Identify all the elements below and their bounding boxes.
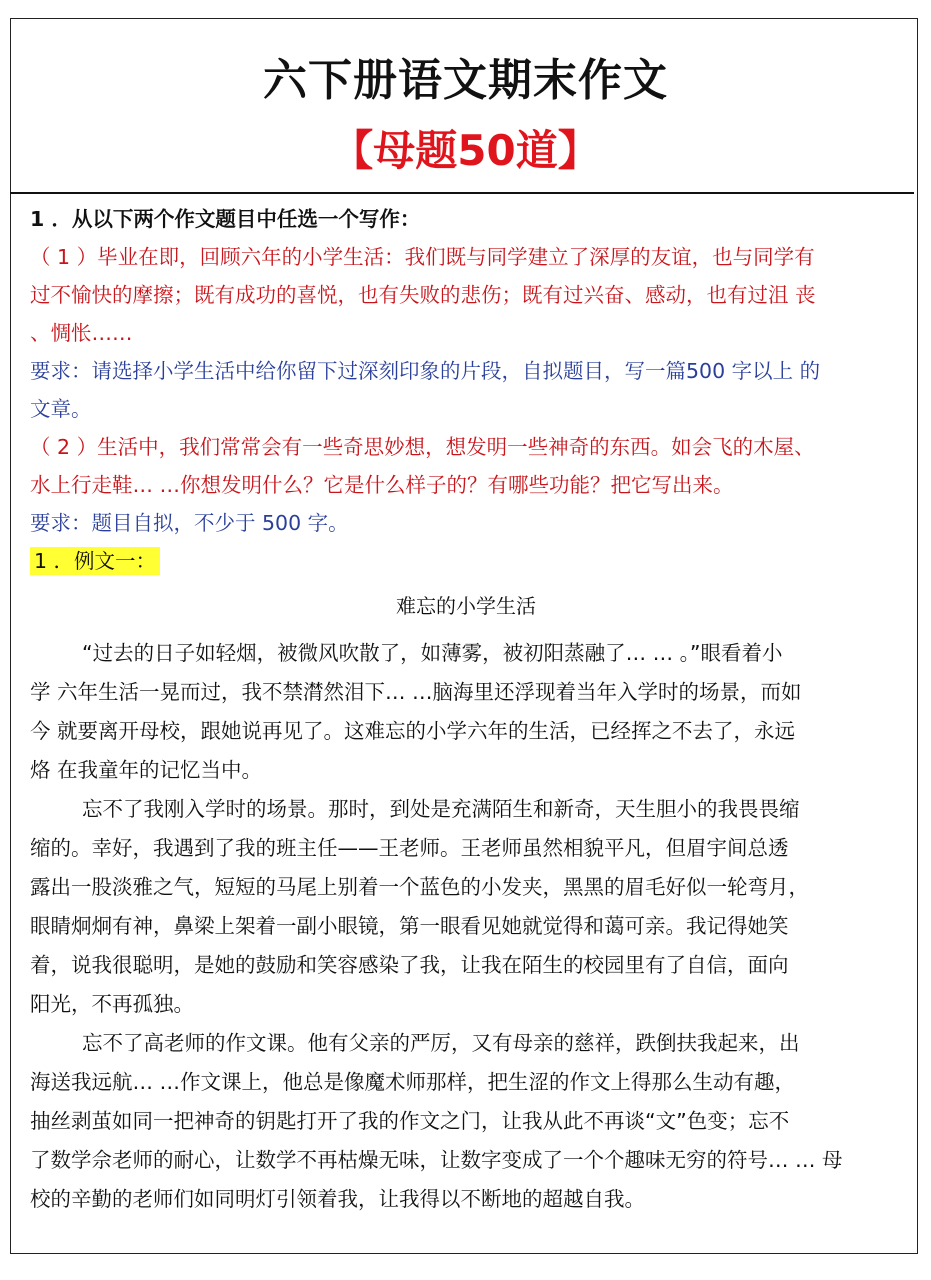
page-subtitle: 【母题50道】: [331, 126, 600, 175]
essay-title: 难忘的小学生活: [396, 594, 536, 618]
essay-line: 抽丝剥茧如同一把神奇的钥匙打开了我的作文之门，让我从此不再谈“文”色变；忘不: [30, 1109, 790, 1133]
essay-line: 今 就要离开母校，跟她说再见了。这难忘的小学六年的生活，已经挥之不去了，永远: [30, 719, 796, 743]
requirement1-line: 要求：请选择小学生活中给你留下过深刻印象的片段，自拟题目，写一篇500 字以上 的: [30, 359, 821, 383]
essay-line: 忘不了我刚入学时的场景。那时，到处是充满陌生和新奇，天生胆小的我畏畏缩: [82, 797, 800, 821]
essay-line: 校的辛勤的老师们如同明灯引领着我，让我得以不断地的超越自我。: [30, 1187, 645, 1211]
essay-paragraph-1: [30, 634, 902, 790]
option2-line: 水上行走鞋… …你想发明什么？它是什么样子的？有哪些功能？把它写出来。: [30, 473, 734, 497]
question-heading: 1 ．从以下两个作文题目中任选一个写作：: [30, 207, 421, 231]
requirement1-line: 文章。: [30, 397, 92, 421]
option2-line: （ 2 ）生活中，我们常常会有一些奇思妙想，想发明一些神奇的东西。如会飞的木屋、: [30, 435, 815, 459]
essay-line: 眼睛炯炯有神，鼻梁上架着一副小眼镜，第一眼看见她就觉得和蔼可亲。我记得她笑: [30, 914, 789, 938]
header-divider: [10, 192, 914, 194]
essay-paragraph-3: [30, 1024, 902, 1219]
essay-line: “过去的日子如轻烟，被微风吹散了，如薄雾，被初阳蒸融了… … 。”眼看着小: [82, 641, 783, 665]
example-label: 1 ．例文一：: [30, 547, 160, 575]
option1-line: （ 1 ）毕业在即，回顾六年的小学生活：我们既与同学建立了深厚的友谊，也与同学有: [30, 245, 815, 269]
essay-line: 了数学佘老师的耐心，让数学不再枯燥无味，让数字变成了一个个趣味无穷的符号… … 母: [30, 1148, 843, 1172]
essay-line: 着，说我很聪明，是她的鼓励和笑容感染了我，让我在陌生的校园里有了自信，面向: [30, 953, 789, 977]
page-title: 六下册语文期末作文: [263, 55, 668, 106]
essay-line: 忘不了高老师的作文课。他有父亲的严厉，又有母亲的慈祥，跌倒扶我起来，出: [82, 1031, 800, 1055]
essay-line: 海送我远航… …作文课上，他总是像魔术师那样，把生涩的作文上得那么生动有趣，: [30, 1070, 796, 1094]
essay-line: 露出一股淡雅之气，短短的马尾上别着一个蓝色的小发夹，黑黑的眉毛好似一轮弯月，: [30, 875, 809, 899]
document-body: [30, 200, 902, 1219]
essay-line: 学 六年生活一晃而过，我不禁潸然泪下… …脑海里还浮现着当年入学时的场景，而如: [30, 680, 802, 704]
essay-line: 烙 在我童年的记忆当中。: [30, 758, 263, 782]
option1-line: 过不愉快的摩擦；既有成功的喜悦，也有失败的悲伤；既有过兴奋、感动，也有过沮 丧: [30, 283, 816, 307]
essay-line: 缩的。幸好，我遇到了我的班主任——王老师。王老师虽然相貌平凡，但眉宇间总透: [30, 836, 789, 860]
requirement2-line: 要求：题目自拟，不少于 500 字。: [30, 511, 349, 535]
essay-paragraph-2: [30, 790, 902, 1024]
option1-line: 、惆怅……: [30, 321, 133, 345]
essay-line: 阳光，不再孤独。: [30, 992, 194, 1016]
